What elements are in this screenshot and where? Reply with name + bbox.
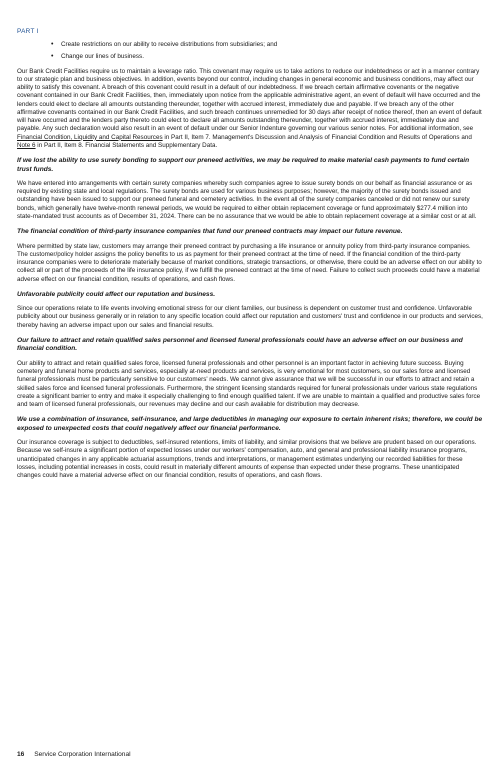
- bullet-list: [17, 41, 483, 62]
- footer-company-name: Service Corporation International: [34, 751, 131, 758]
- liquidity-capital-resources-link[interactable]: Financial Condition, Liquidity and Capital Resources: [17, 133, 163, 141]
- list-item: • Change our lines of business.: [17, 53, 483, 61]
- list-item: • Create restrictions on our ability to receive distributions from subsidiaries; and: [17, 41, 483, 49]
- page-footer: [17, 751, 131, 758]
- document-page: [17, 28, 483, 487]
- paragraph-insurance-self-insurance: Our insurance coverage is subject to deductibles, self-insured retentions, limits of liability, and similar provisions that we believe are prudent based on our operations. Because we self-insure a significant portion of expected losses under our workers' compensation, auto, and general and professional liability insurance programs, unanticipated changes in any applicable actuarial assumptions, trends and interpretations, or management estimates underlying our recorded liabilities for these losses, including potential increases in costs, could result in materially different amounts of expense than expected under these programs. These unanticipated changes could have a material adverse effect on our financial condition, results of operations, and cash flows.: [17, 439, 477, 480]
- risk-heading-surety-bonding: If we lost the ability to use surety bonding to support our preneed activities, we may be required to make material cash payments to fund certain trust funds.: [17, 157, 470, 173]
- paragraph-unfavorable-publicity: Since our operations relate to life events involving emotional stress for our client families, our business is dependent on customer trust and confidence. Unfavorable publicity about our business generally or in relation to any specific location could affect our reputation and customers' trust and confidence in our products and services, thereby having an adverse impact upon our sales and financial results.: [17, 305, 483, 329]
- paragraph-surety-bonding: We have entered into arrangements with certain surety companies whereby such companies agree to issue surety bonds on our behalf as financial assurance or as required by existing state and local regulations. The surety bonds are used for various business purposes; however, the majority of the surety bonds issued and outstanding have been issued to support our preneed funeral and cemetery activities. In the event all of the surety companies canceled or did not renew our surety bonds, which generally have twelve-month renewal periods, we would be required to either obtain replacement coverage or fund approximately $277.4 million into state-mandated trust accounts as of December 31, 2024. There can be no assurance that we would be able to obtain replacement coverage at a similar cost or at all.: [17, 179, 477, 220]
- paragraph-text: Our Bank Credit Facilities require us to maintain a leverage ratio. This covenant may require us to take actions to reduce our indebtedness or act in a manner contrary to our strategic plan and business objectives. In addition, events beyond our control, including changes in general economic and business conditions, may affect our ability to satisfy this covenant. A breach of this covenant could result in a default of our indebtedness. If we breach certain affirmative covenants or the negative covenant contained in our Bank Credit Facilities, then, immediately upon notice from the applicable administrative agent, an event of default will have occurred and the lenders could elect to declare all amounts outstanding thereunder, together with accrued interest, immediately due and payable. If we breach any of the other affirmative covenants contained in our Bank Credit Facilities, and such breach continues unremedied for 30 days after receipt of notice thereof, then an event of default will have occurred and the lenders party thereto could elect to declare all amounts outstanding thereunder, together with accrued interest, immediately due and payable. Any such declaration would also result in an event of default under our Senior Indenture governing our various senior notes. For additional information, see: [17, 67, 482, 133]
- paragraph-bank-credit-covenants: [17, 68, 483, 151]
- note-6-link[interactable]: Note 6: [17, 141, 36, 149]
- risk-heading-unfavorable-publicity: Unfavorable publicity could affect our reputation and business.: [17, 290, 216, 298]
- paragraph-third-party-insurance: Where permitted by state law, customers may arrange their preneed contract by purchasing a life insurance or annuity policy from third-party insurance companies. The customer/policy holder assigns the policy benefits to us as payment for their preneed contract at the time of need. If the financial condition of the third-party insurance companies were to deteriorate materially because of market conditions, strategic transactions, or otherwise, there could be an adverse effect on our ability to collect all or part of the proceeds of the life insurance policy, if we fulfill the preneed contract at the time of need. Failure to collect such proceeds could have a material adverse effect on our financial condition, results of operations, and cash flows.: [17, 242, 482, 283]
- risk-heading-third-party-insurance: The financial condition of third-party insurance companies that fund our preneed contracts may impact our future revenue.: [17, 228, 403, 236]
- paragraph-text: in Part II, Item 8. Financial Statements and Supplementary Data.: [35, 141, 218, 149]
- part-label: PART I: [17, 28, 39, 35]
- page-number: 16: [17, 751, 25, 758]
- paragraph-sales-personnel: Our ability to attract and retain qualified sales force, licensed funeral professionals and other personnel is an important factor in achieving future success. Buying cemetery and funeral home products and services, especially at-need products and services, is very emotional for most customers, so our sales force and licensed funeral professionals must be particularly sensitive to our customers' needs. We cannot give assurance that we will be successful in our efforts to attract and retain a skilled sales force and licensed funeral professionals. Furthermore, the stringent licensing standards required for funeral professionals under various state regulations create a significant barrier to entry and make it especially challenging to find enough qualified talent. If we are unable to maintain a qualified and productive sales force and team of licensed funeral professionals, our revenues may decline and our cash available for distribution may decrease.: [17, 359, 481, 409]
- paragraph-text: in Part II, Item 7. Management's Discussion and Analysis of Financial Condition and Results of Operations and: [162, 133, 472, 141]
- risk-heading-insurance-self-insurance: We use a combination of insurance, self-insurance, and large deductibles in managing our exposure to certain inherent risks; therefore, we could be exposed to unexpected costs that could negatively affect our financial performance.: [17, 416, 483, 432]
- risk-heading-sales-personnel: Our failure to attract and retain qualified sales personnel and licensed funeral professionals could have an adverse effect on our business and financial condition.: [17, 336, 463, 353]
